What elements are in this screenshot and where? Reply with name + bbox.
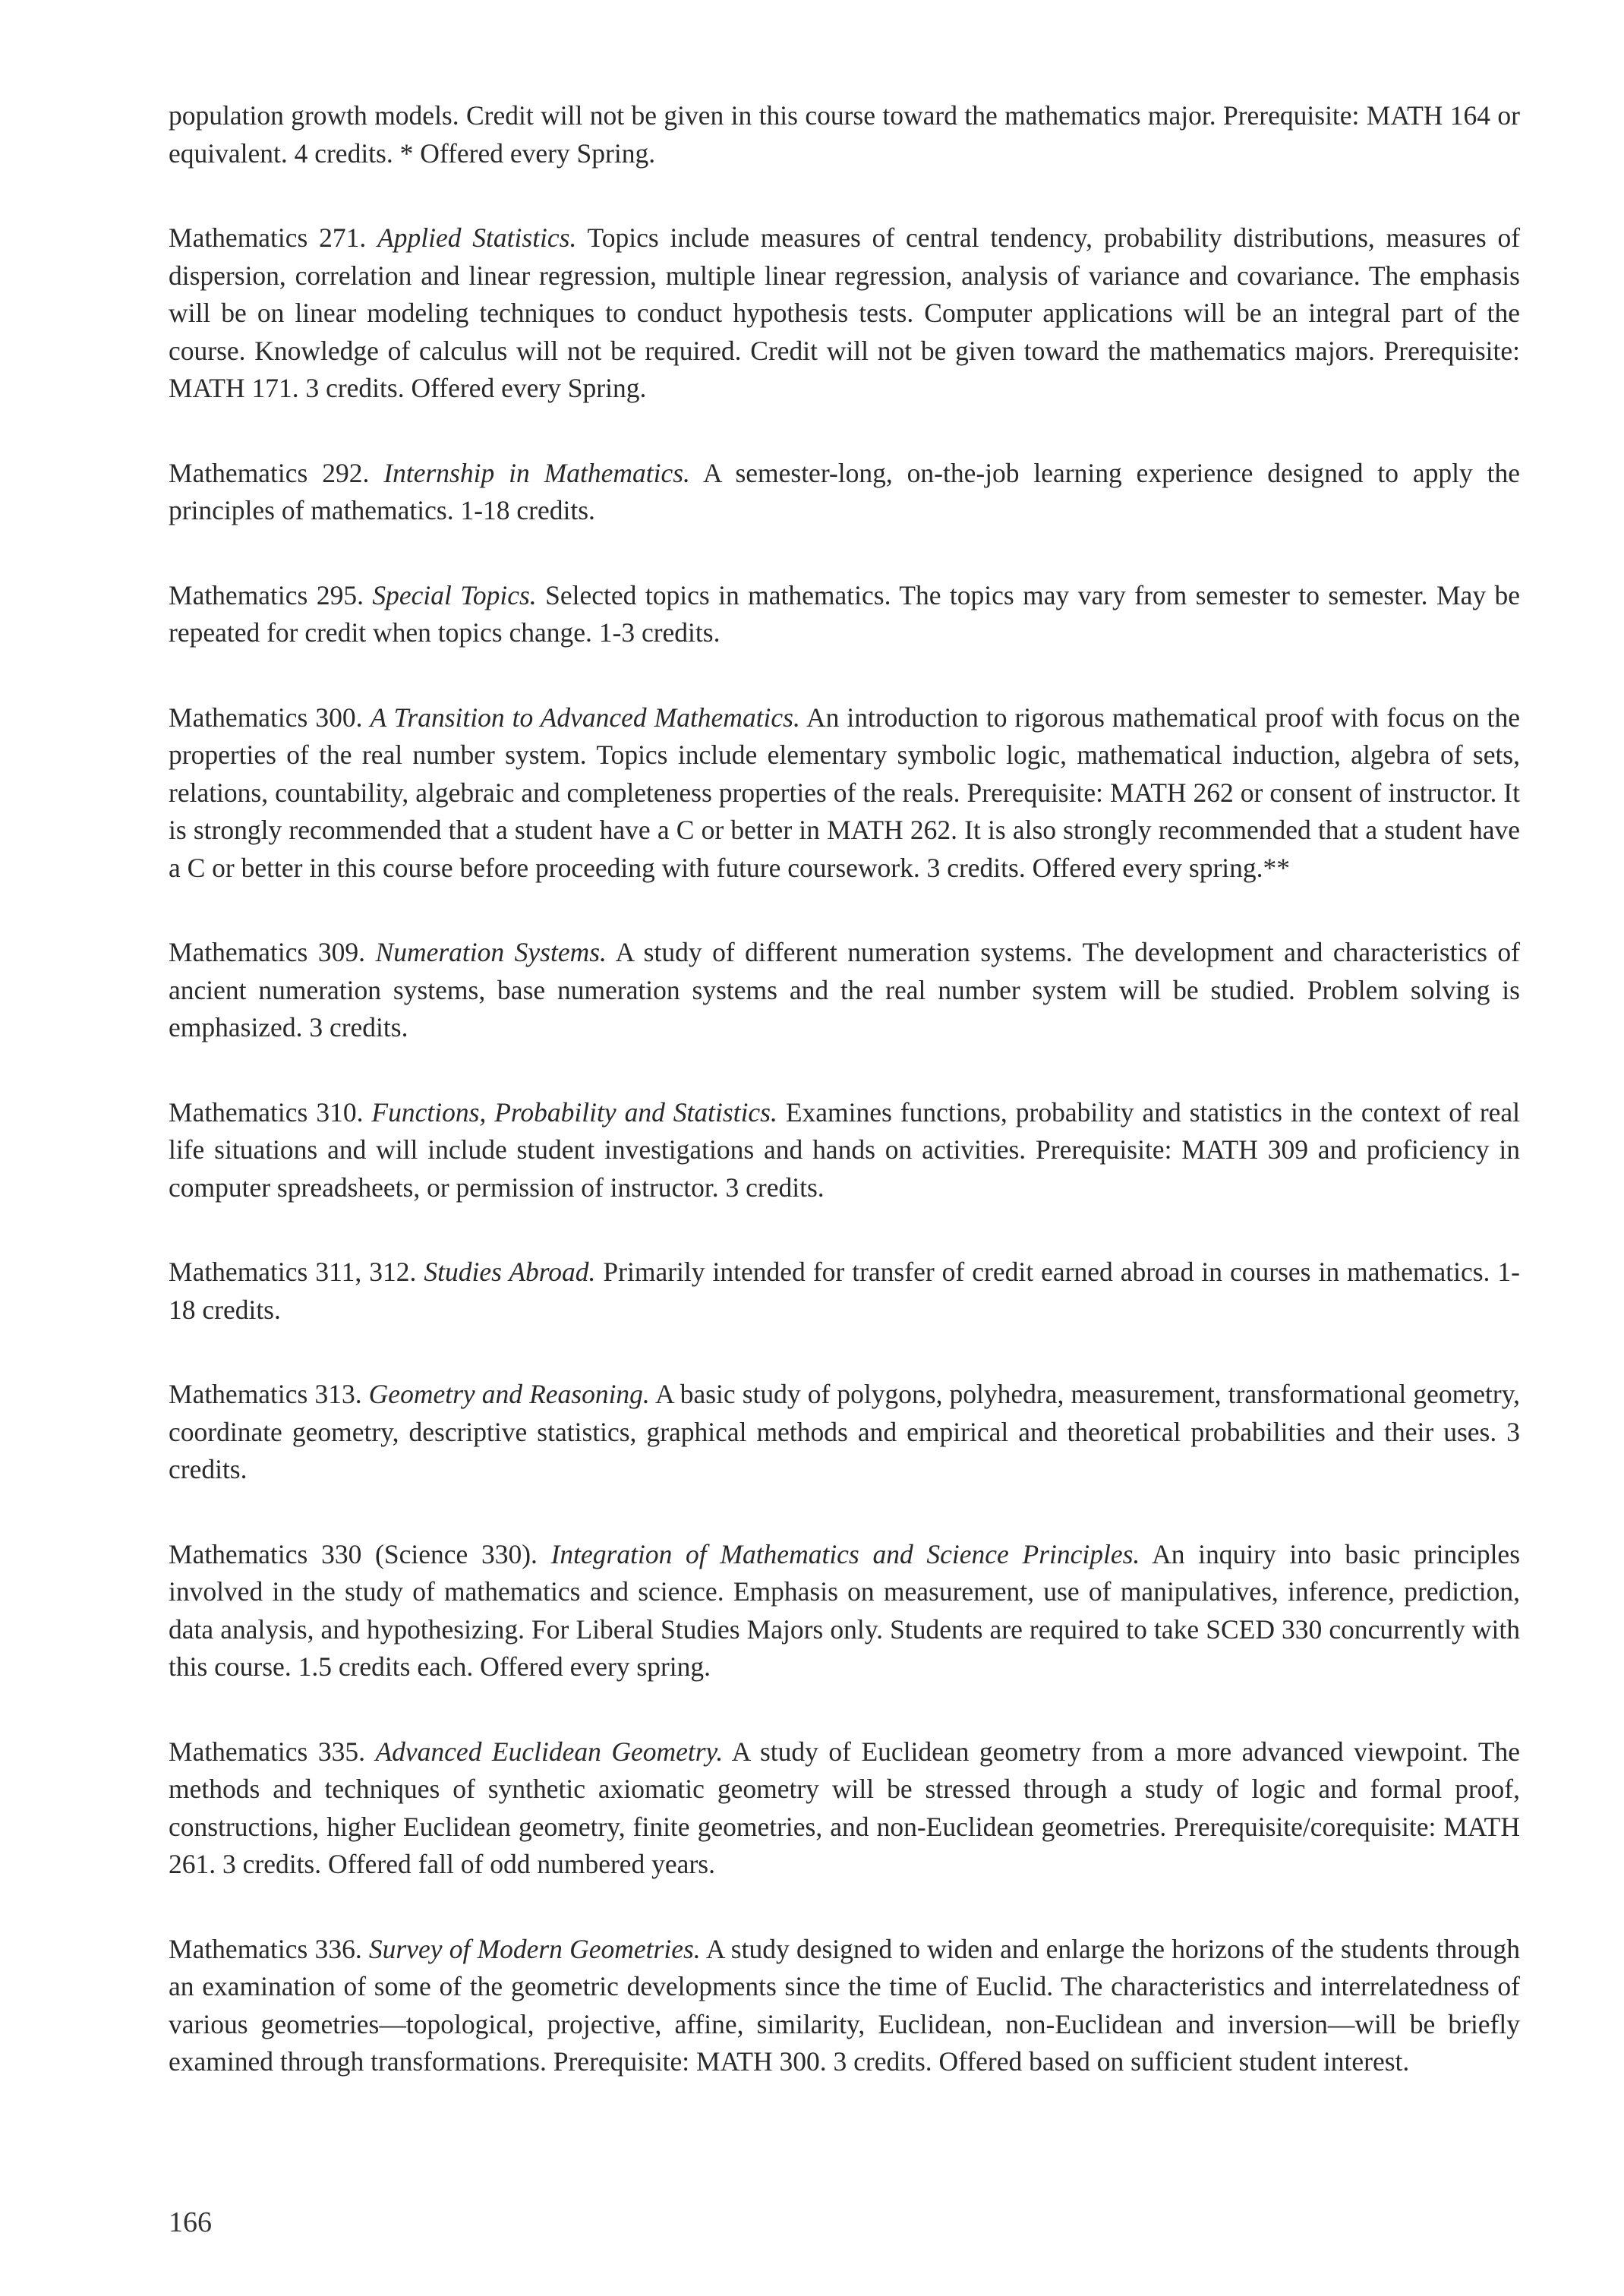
course-number: Mathematics 271. <box>169 222 367 253</box>
course-description: A study of Euclidean geometry from a more advanced viewpoint. The methods and techniques of synthetic axiomatic geometry will be stressed through a study of logic and formal proof, constructions, higher Euclidean geometry, finite geometries, and non-Euclidean geometries. Prerequisite/corequisite: MATH 261. 3 credits. Offered fall of odd numbered years. <box>169 1736 1521 1879</box>
course-title: Geometry and Reasoning. <box>368 1379 650 1409</box>
course-number: Mathematics 330 (Science 330). <box>169 1538 538 1569</box>
course-entry-math-311-312 <box>169 1254 1520 1329</box>
course-description: A basic study of polygons, polyhedra, measurement, transformational geometry, coordinate geometry, descriptive statistics, graphical methods and empirical and theoretical probabilities and their uses. 3 credits. <box>169 1379 1521 1484</box>
course-number: Mathematics 295. <box>169 579 364 610</box>
course-title: Special Topics. <box>372 579 537 610</box>
course-number: Mathematics 311, 312. <box>169 1257 417 1287</box>
course-entry-math-335 <box>169 1733 1520 1884</box>
course-entry-math-313 <box>169 1376 1520 1489</box>
course-entry-math-295 <box>169 577 1520 652</box>
continuation-paragraph: population growth models. Credit will not be given in this course toward the mathematics major. Prerequisite: MATH 164 or equivalent. 4 credits. * Offered every Spring. <box>169 100 1520 169</box>
course-title: Survey of Modern Geometries. <box>368 1933 701 1964</box>
course-number: Mathematics 310. <box>169 1096 364 1128</box>
course-title: Integration of Mathematics and Science Principles. <box>550 1538 1140 1569</box>
course-description: A semester-long, on-the-job learning experience designed to apply the principles of mathematics. 1-18 credits. <box>169 457 1520 525</box>
course-description: A study designed to widen and enlarge the horizons of the students through an examination of some of the geometric developments since the time of Euclid. The characteristics and interrelatedness of various geometries—topological, projective, affine, similarity, Euclidean, non-Euclidean and inversion—will be briefly examined through transformations. Prerequisite: MATH 300. 3 credits. Offered based on sufficient student interest. <box>169 1933 1521 2077</box>
course-entry-math-300 <box>169 699 1520 888</box>
course-title: Functions, Probability and Statistics. <box>371 1096 777 1128</box>
course-title: Numeration Systems. <box>375 937 607 967</box>
course-description: Topics include measures of central tendency, probability distributions, measures of dispersion, correlation and linear regression, multiple linear regression, analysis of variance and covariance. The emphasis will be on linear modeling techniques to conduct hypothesis tests. Computer applications will be an integral part of the course. Knowledge of calculus will not be required. Credit will not be given toward the mathematics majors. Prerequisite: MATH 171. 3 credits. Offered every Spring. <box>169 222 1521 403</box>
course-entry-math-330 <box>169 1536 1520 1686</box>
catalog-page <box>169 97 1520 2128</box>
course-number: Mathematics 313. <box>169 1379 362 1409</box>
course-description: Primarily intended for transfer of credit earned abroad in courses in mathematics. 1-18 credits. <box>169 1257 1521 1325</box>
course-number: Mathematics 336. <box>169 1933 362 1964</box>
course-title: Internship in Mathematics. <box>383 457 690 488</box>
course-number: Mathematics 309. <box>169 937 365 967</box>
page-number: 166 <box>169 2206 212 2238</box>
course-title: A Transition to Advanced Mathematics. <box>370 702 800 733</box>
course-description: A study of different numeration systems. The development and characteristics of ancient numeration systems, base numeration systems and the real number system will be studied. Problem solving is emphasized. 3 credits. <box>169 937 1521 1042</box>
course-title: Advanced Euclidean Geometry. <box>375 1736 724 1767</box>
course-entry-math-271 <box>169 219 1520 408</box>
course-number: Mathematics 335. <box>169 1736 365 1767</box>
course-description: An introduction to rigorous mathematical proof with focus on the properties of the real number system. Topics include elementary symbolic logic, mathematical induction, algebra of sets, relations, countability, algebraic and completeness properties of the reals. Prerequisite: MATH 262 or consent of instructor. It is strongly recommended that a student have a C or better in MATH 262. It is also strongly recommended that a student have a C or better in this course before proceeding with future coursework. 3 credits. Offered every spring.** <box>169 702 1521 883</box>
course-description: An inquiry into basic principles involved in the study of mathematics and science. Emphasis on measurement, use of manipulatives, inference, prediction, data analysis, and hypothesizing. For Liberal Studies Majors only. Students are required to take SCED 330 concurrently with this course. 1.5 credits each. Offered every spring. <box>169 1538 1521 1682</box>
course-description: Examines functions, probability and statistics in the context of real life situations and will include student investigations and hands on activities. Prerequisite: MATH 309 and proficiency in computer spreadsheets, or permission of instructor. 3 credits. <box>169 1096 1521 1203</box>
course-entry-math-336 <box>169 1931 1520 2081</box>
course-description: Selected topics in mathematics. The topics may vary from semester to semester. May be repeated for credit when topics change. 1-3 credits. <box>169 579 1521 648</box>
course-entry-math-292 <box>169 455 1520 530</box>
course-number: Mathematics 292. <box>169 457 370 488</box>
course-entry-math-309 <box>169 934 1520 1047</box>
course-title: Applied Statistics. <box>377 222 577 253</box>
course-entry-math-310 <box>169 1094 1520 1207</box>
course-title: Studies Abroad. <box>424 1257 596 1287</box>
course-number: Mathematics 300. <box>169 702 363 733</box>
